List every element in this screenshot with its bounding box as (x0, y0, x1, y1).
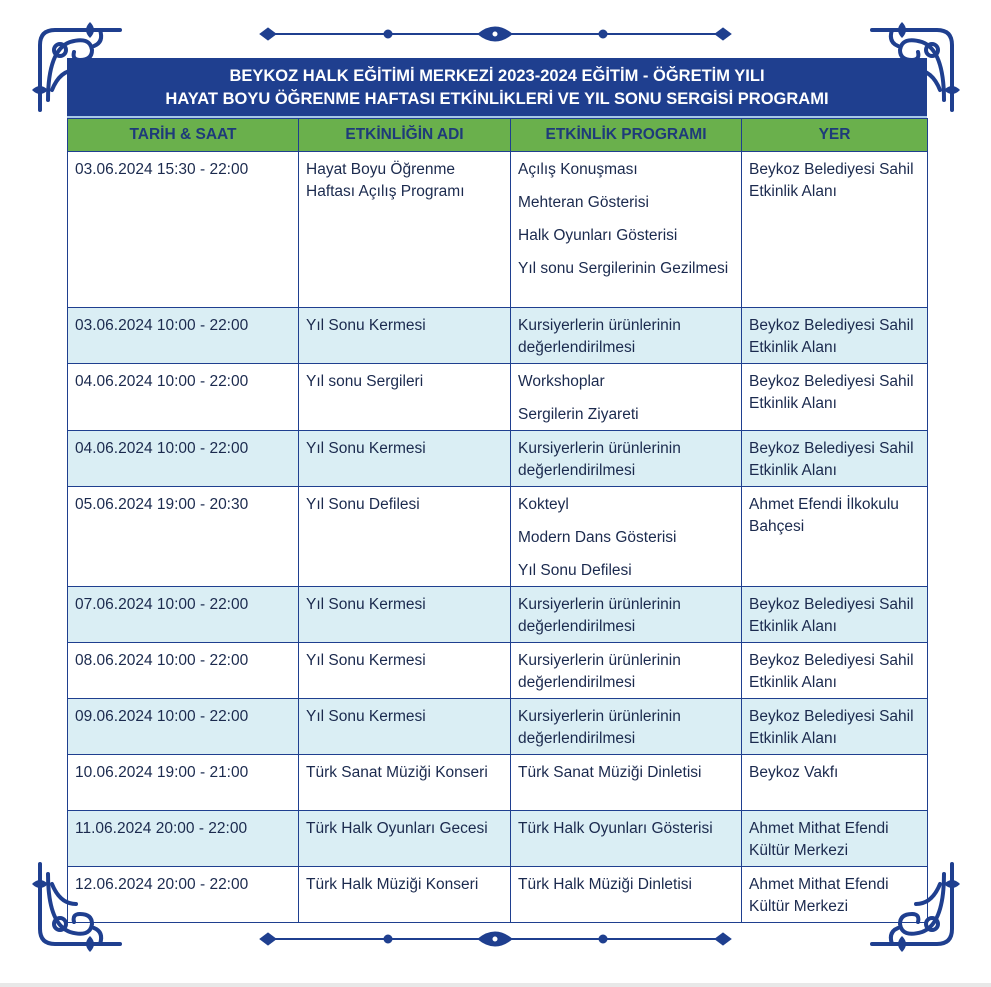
program-title (67, 58, 927, 118)
table-row (68, 431, 928, 487)
program-item: Kursiyerlerin ürünlerinin değerlendirilmesi (518, 652, 681, 691)
cell-activity-name: Türk Halk Müziği Konseri (299, 867, 511, 923)
table-row (68, 867, 928, 923)
cell-activity-name: Yıl sonu Sergileri (299, 364, 511, 431)
schedule-table (67, 118, 928, 923)
cell-program (511, 867, 742, 923)
program-item: Kokteyl (518, 496, 569, 513)
cell-activity-name: Yıl Sonu Kermesi (299, 699, 511, 755)
cell-place: Beykoz Belediyesi Sahil Etkinlik Alanı (742, 152, 928, 308)
cell-date-time: 08.06.2024 10:00 - 22:00 (68, 643, 299, 699)
cell-place: Beykoz Belediyesi Sahil Etkinlik Alanı (742, 364, 928, 431)
cell-activity-name: Yıl Sonu Kermesi (299, 308, 511, 364)
cell-activity-name: Yıl Sonu Kermesi (299, 587, 511, 643)
cell-date-time: 03.06.2024 10:00 - 22:00 (68, 308, 299, 364)
table-row (68, 364, 928, 431)
cell-date-time: 03.06.2024 15:30 - 22:00 (68, 152, 299, 308)
program-item: Mehteran Gösterisi (518, 194, 649, 211)
cell-date-time: 09.06.2024 10:00 - 22:00 (68, 699, 299, 755)
program-item: Kursiyerlerin ürünlerinin değerlendirilmesi (518, 317, 681, 356)
program-item: Açılış Konuşması (518, 161, 638, 178)
cell-activity-name: Hayat Boyu Öğrenme Haftası Açılış Programı (299, 152, 511, 308)
title-line-2: HAYAT BOYU ÖĞRENME HAFTASI ETKİNLİKLERİ VE YIL SONU SERGİSİ PROGRAMI (165, 90, 829, 108)
cell-date-time: 10.06.2024 19:00 - 21:00 (68, 755, 299, 811)
table-row (68, 811, 928, 867)
cell-place: Beykoz Belediyesi Sahil Etkinlik Alanı (742, 699, 928, 755)
program-item: Halk Oyunları Gösterisi (518, 227, 678, 244)
cell-date-time: 04.06.2024 10:00 - 22:00 (68, 431, 299, 487)
cell-date-time: 12.06.2024 20:00 - 22:00 (68, 867, 299, 923)
cell-program (511, 755, 742, 811)
cell-program (511, 587, 742, 643)
cell-date-time: 05.06.2024 19:00 - 20:30 (68, 487, 299, 587)
cell-place: Ahmet Mithat Efendi Kültür Merkezi (742, 811, 928, 867)
cell-place: Beykoz Belediyesi Sahil Etkinlik Alanı (742, 431, 928, 487)
cell-place: Ahmet Mithat Efendi Kültür Merkezi (742, 867, 928, 923)
column-header-place: YER (742, 119, 928, 152)
cell-activity-name: Yıl Sonu Kermesi (299, 431, 511, 487)
cell-program (511, 431, 742, 487)
program-item: Yıl sonu Sergilerinin Gezilmesi (518, 260, 729, 277)
table-row (68, 308, 928, 364)
cell-program (511, 152, 742, 308)
cell-activity-name: Yıl Sonu Kermesi (299, 643, 511, 699)
cell-program (511, 811, 742, 867)
cell-date-time: 04.06.2024 10:00 - 22:00 (68, 364, 299, 431)
cell-date-time: 11.06.2024 20:00 - 22:00 (68, 811, 299, 867)
cell-place: Beykoz Belediyesi Sahil Etkinlik Alanı (742, 308, 928, 364)
cell-activity-name: Yıl Sonu Defilesi (299, 487, 511, 587)
cell-program (511, 308, 742, 364)
cell-program (511, 364, 742, 431)
column-header-date: TARİH & SAAT (68, 119, 299, 152)
program-item: Kursiyerlerin ürünlerinin değerlendirilmesi (518, 708, 681, 747)
cell-activity-name: Türk Sanat Müziği Konseri (299, 755, 511, 811)
program-item: Sergilerin Ziyareti (518, 406, 639, 423)
program-item: Workshoplar (518, 373, 605, 390)
program-item: Türk Halk Müziği Dinletisi (518, 876, 692, 893)
table-row (68, 487, 928, 587)
program-item: Türk Halk Oyunları Gösterisi (518, 820, 713, 837)
table-row (68, 699, 928, 755)
cell-activity-name: Türk Halk Oyunları Gecesi (299, 811, 511, 867)
program-item: Kursiyerlerin ürünlerinin değerlendirilmesi (518, 596, 681, 635)
cell-place: Ahmet Efendi İlkokulu Bahçesi (742, 487, 928, 587)
table-row (68, 587, 928, 643)
program-item: Kursiyerlerin ürünlerinin değerlendirilmesi (518, 440, 681, 479)
bottom-edge-bar (0, 983, 991, 987)
cell-program (511, 487, 742, 587)
cell-place: Beykoz Belediyesi Sahil Etkinlik Alanı (742, 643, 928, 699)
table-row (68, 152, 928, 308)
cell-date-time: 07.06.2024 10:00 - 22:00 (68, 587, 299, 643)
cell-place: Beykoz Belediyesi Sahil Etkinlik Alanı (742, 587, 928, 643)
program-item: Türk Sanat Müziği Dinletisi (518, 764, 702, 781)
table-row (68, 755, 928, 811)
column-header-program: ETKİNLİK PROGRAMI (511, 119, 742, 152)
table-header-row (68, 119, 928, 152)
program-item: Modern Dans Gösterisi (518, 529, 677, 546)
cell-place: Beykoz Vakfı (742, 755, 928, 811)
column-header-activity: ETKİNLİĞİN ADI (299, 119, 511, 152)
title-line-1: BEYKOZ HALK EĞİTİMİ MERKEZİ 2023-2024 EĞİTİM - ÖĞRETİM YILI (229, 67, 765, 85)
table-row (68, 643, 928, 699)
cell-program (511, 643, 742, 699)
ornamental-divider-top-icon (258, 24, 733, 44)
program-frame (67, 58, 927, 923)
program-item: Yıl Sonu Defilesi (518, 562, 632, 579)
ornamental-divider-bottom-icon (258, 929, 733, 949)
cell-program (511, 699, 742, 755)
